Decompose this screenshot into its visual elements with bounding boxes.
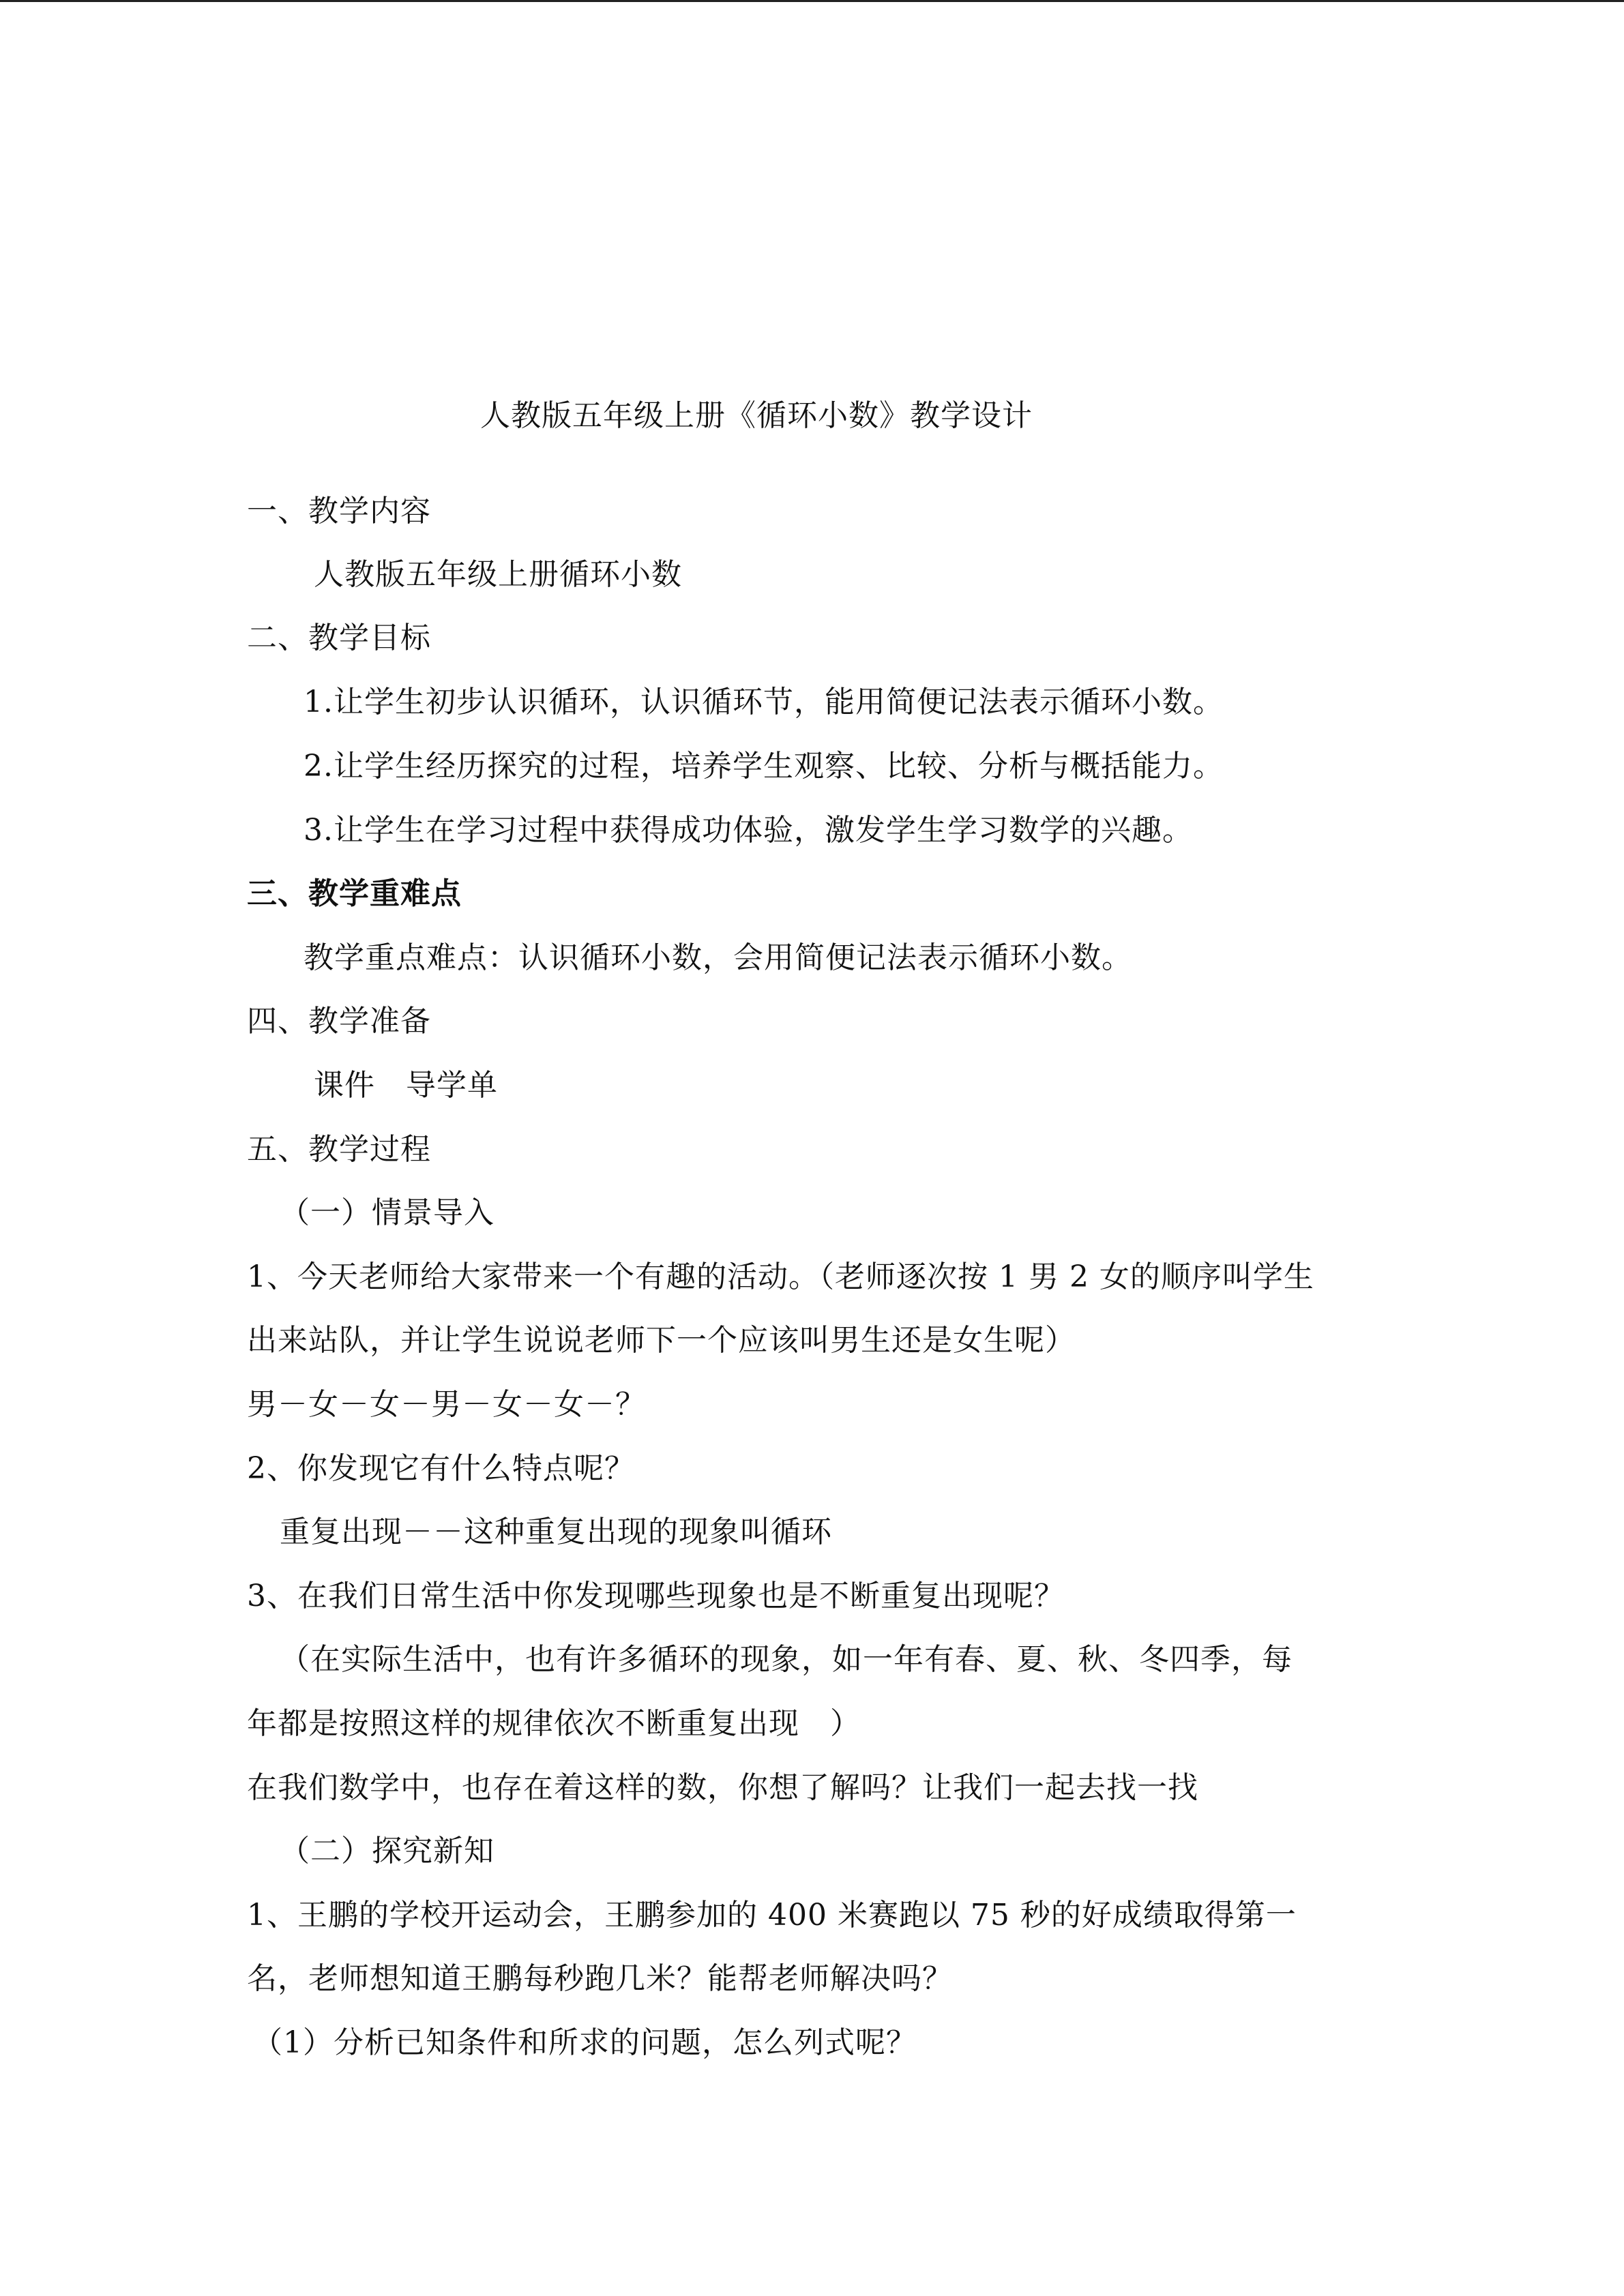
part-2-item-1-sub-1: （1）分析已知条件和所求的问题，怎么列式呢？ [252,2025,917,2060]
part-1-item-3-note-line-1: （在实际生活中，也有许多循环的现象，如一年有春、夏、秋、冬四季，每 [280,1642,1293,1677]
section-4-heading: 四、教学准备 [247,1004,431,1039]
part-1-sequence: 男－女－女－男－女－女－？ [247,1387,646,1422]
section-1-heading: 一、教学内容 [247,494,431,528]
part-2-item-1-line-1: 1、王鹏的学校开运动会，王鹏参加的 400 米赛跑以 75 秒的好成绩取得第一 [247,1898,1297,1933]
part-1-transition: 在我们数学中，也存在着这样的数，你想了解吗？让我们一起去找一找 [247,1770,1198,1805]
goal-3: 3.让学生在学习过程中获得成功体验，激发学生学习数学的兴趣。 [304,813,1193,848]
part-2-heading: （二）探究新知 [280,1834,494,1868]
goal-2: 2.让学生经历探究的过程，培养学生观察、比较、分析与概括能力。 [304,749,1224,784]
part-1-item-1-line-1: 1、今天老师给大家带来一个有趣的活动。（老师逐次按 1 男 2 女的顺序叫学生 [247,1259,1314,1294]
part-2-item-1-line-2: 名，老师想知道王鹏每秒跑几米？能帮老师解决吗？ [247,1961,953,1996]
part-1-item-2: 2、你发现它有什么特点呢？ [247,1451,635,1486]
goal-1: 1.让学生初步认识循环，认识循环节，能用简便记法表示循环小数。 [304,685,1224,719]
part-1-item-3-note-line-2: 年都是按照这样的规律依次不断重复出现 ） [247,1706,861,1741]
section-5-heading: 五、教学过程 [247,1132,431,1167]
document-title-text: 人教版五年级上册《循环小数》教学设计 [480,398,1033,433]
part-1-item-3: 3、在我们日常生活中你发现哪些现象也是不断重复出现呢？ [247,1579,1065,1613]
page-top-border [0,0,1624,2]
section-4-body: 课件 导学单 [314,1068,498,1103]
section-1-body: 人教版五年级上册循环小数 [314,557,682,592]
section-3-body: 教学重点难点：认识循环小数，会用简便记法表示循环小数。 [304,940,1132,975]
part-1-item-1-line-2: 出来站队，并让学生说说老师下一个应该叫男生还是女生呢） [247,1323,1076,1358]
section-3-heading: 三、教学重难点 [247,876,462,911]
section-2-heading: 二、教学目标 [247,621,431,655]
part-1-item-2-answer: 重复出现－－这种重复出现的现象叫循环 [280,1515,832,1549]
part-1-heading: （一）情景导入 [280,1195,494,1230]
